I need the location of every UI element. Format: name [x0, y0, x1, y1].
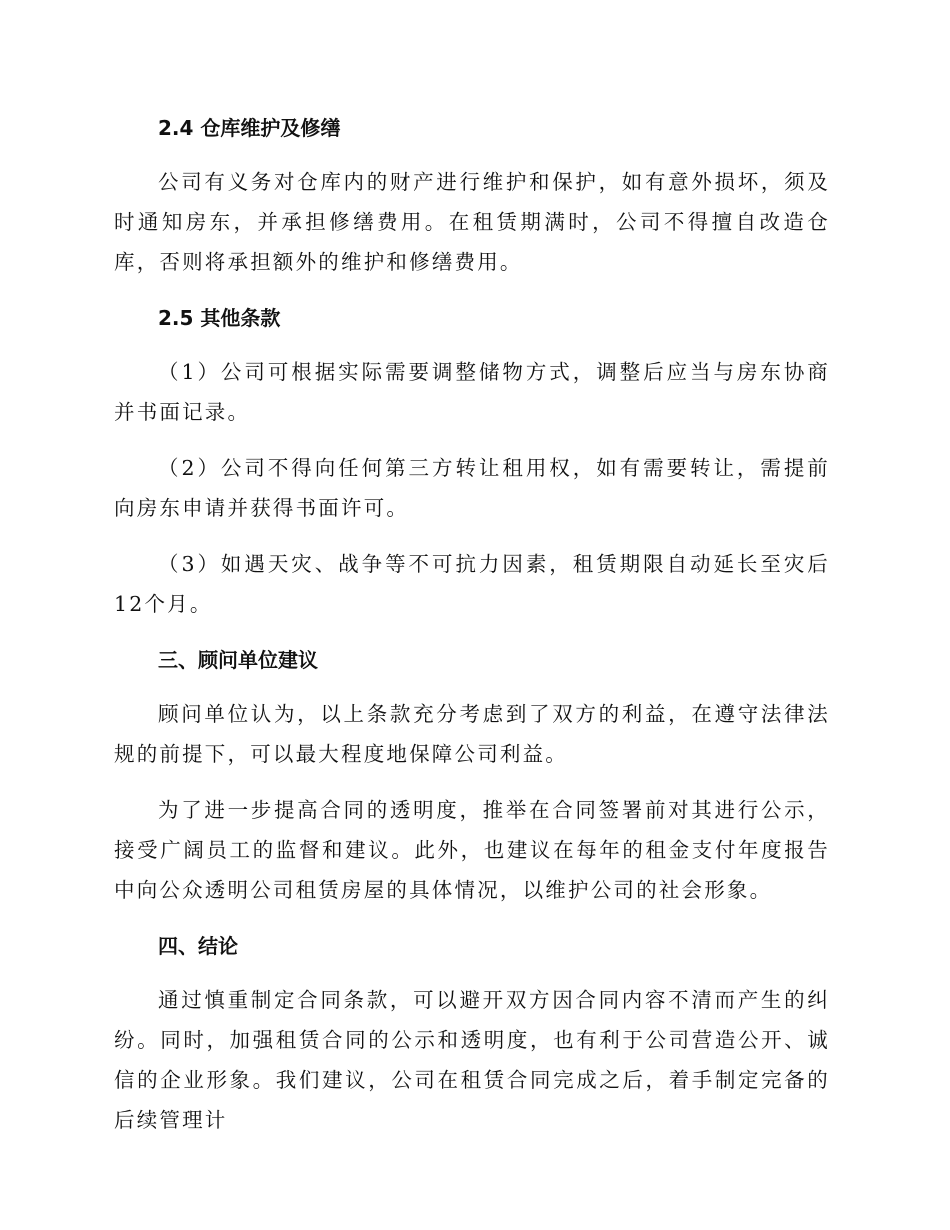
section-heading-2-4: 2.4 仓库维护及修缮	[158, 116, 341, 140]
section-heading-3: 三、顾问单位建议	[158, 648, 318, 672]
section-heading-2-5: 2.5 其他条款	[158, 306, 281, 330]
paragraph: 为了进一步提高合同的透明度，推举在合同签署前对其进行公示，接受广阔员工的监督和建议。此外，也建议在每年的租金支付年度报告中向公众透明公司租赁房屋的具体情况，以维护公司的社会形象。	[114, 798, 830, 902]
document-body	[114, 108, 830, 1140]
paragraph: 通过慎重制定合同条款，可以避开双方因合同内容不清而产生的纠纷。同时，加强租赁合同的公示和透明度，也有利于公司营造公开、诚信的企业形象。我们建议，公司在租赁合同完成之后，着手制定完备的后续管理计	[114, 988, 830, 1132]
list-item-3: （3）如遇天灾、战争等不可抗力因素，租赁期限自动延长至灾后12个月。	[114, 552, 830, 616]
paragraph: 公司有义务对仓库内的财产进行维护和保护，如有意外损坏，须及时通知房东，并承担修缮费用。在租赁期满时，公司不得擅自改造仓库，否则将承担额外的维护和修缮费用。	[114, 170, 830, 274]
section-heading-4: 四、结论	[158, 934, 238, 958]
paragraph: 顾问单位认为，以上条款充分考虑到了双方的利益，在遵守法律法规的前提下，可以最大程度地保障公司利益。	[114, 702, 830, 766]
list-item-2: （2）公司不得向任何第三方转让租用权，如有需要转让，需提前向房东申请并获得书面许可。	[114, 456, 830, 520]
list-item-1: （1）公司可根据实际需要调整储物方式，调整后应当与房东协商并书面记录。	[114, 360, 830, 424]
